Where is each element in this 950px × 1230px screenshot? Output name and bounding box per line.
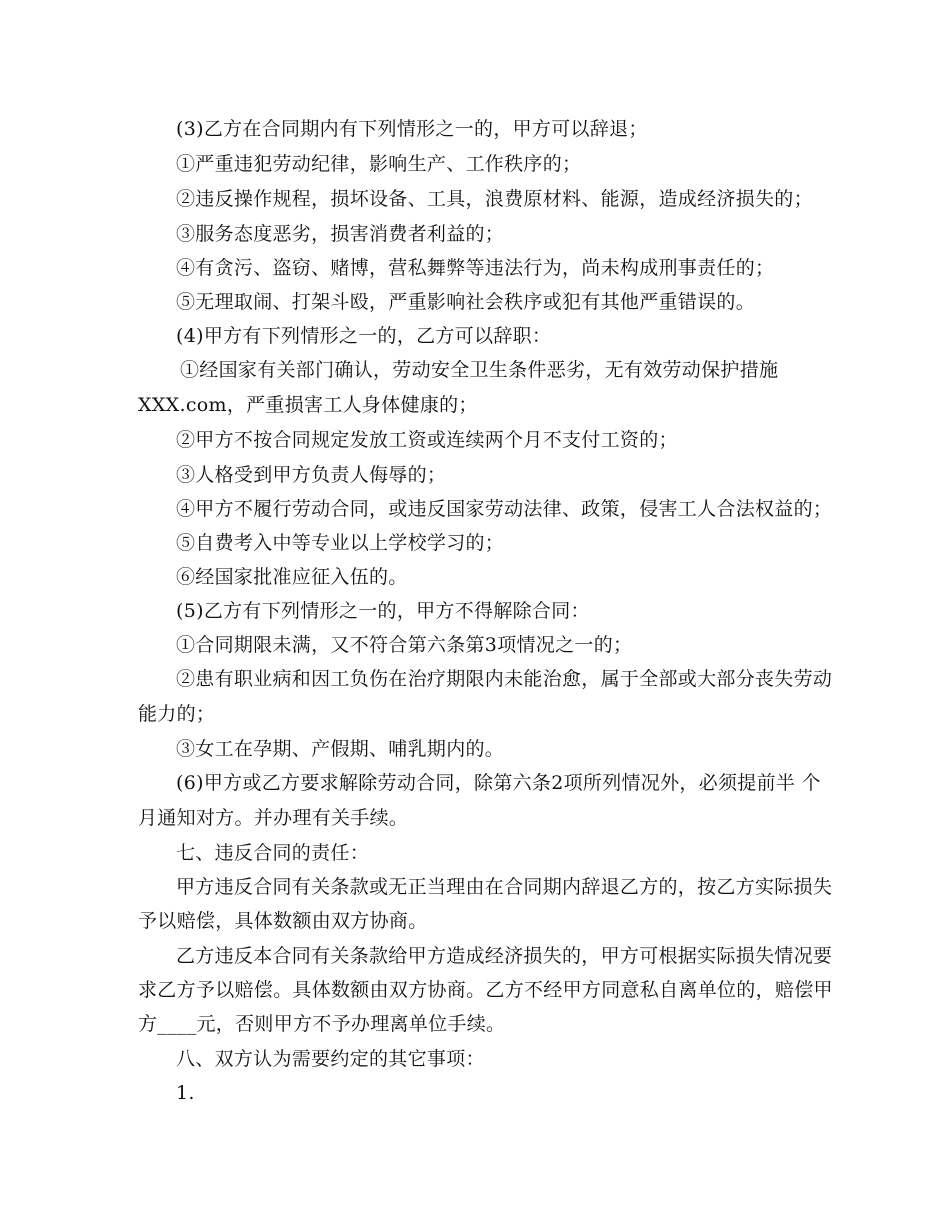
clause-5-heading: (5)乙方有下列情形之一的，甲方不得解除合同： [176, 600, 590, 622]
section-7-para-2-line-2: 求乙方予以赔偿。具体数额由双方协商。乙方不经甲方同意私自离单位的，赔偿甲 [138, 979, 833, 1001]
section-8-item-1: 1. [176, 1082, 195, 1104]
section-7-para-1-line-1: 甲方违反合同有关条款或无正当理由在合同期内辞退乙方的，按乙方实际损失 [176, 876, 833, 898]
clause-6-line-1: (6)甲方或乙方要求解除劳动合同，除第六条2项所列情况外，必须提前半 个 [176, 772, 821, 794]
clause-4-item-6: ⑥经国家批准应征入伍的。 [176, 566, 408, 588]
section-8-heading: 八、双方认为需要约定的其它事项： [176, 1048, 485, 1070]
section-7-para-2-line-1: 乙方违反本合同有关条款给甲方造成经济损失的，甲方可根据实际损失情况要 [176, 945, 833, 967]
clause-3-item-5: ⑤无理取闹、打架斗殴，严重影响社会秩序或犯有其他严重错误的。 [176, 291, 756, 313]
clause-4-heading: (4)甲方有下列情形之一的，乙方可以辞职： [176, 325, 552, 347]
clause-6-line-2: 月通知对方。并办理有关手续。 [138, 807, 409, 829]
clause-4-item-1-line-2: XXX.com，严重损害工人身体健康的； [138, 394, 478, 416]
clause-3-item-1: ①严重违犯劳动纪律，影响生产、工作秩序的； [176, 153, 582, 175]
clause-4-item-2: ②甲方不按合同规定发放工资或连续两个月不支付工资的； [176, 429, 678, 451]
clause-4-item-1-line-1: ①经国家有关部门确认，劳动安全卫生条件恶劣，无有效劳动保护措施 [180, 359, 779, 381]
section-7-para-1-line-2: 予以赔偿，具体数额由双方协商。 [138, 910, 428, 932]
clause-3-item-2: ②违反操作规程，损坏设备、工具，浪费原材料、能源，造成经济损失的； [176, 188, 813, 210]
clause-4-item-4: ④甲方不履行劳动合同，或违反国家劳动法律、政策，侵害工人合法权益的； [176, 498, 833, 520]
clause-4-item-3: ③人格受到甲方负责人侮辱的； [176, 464, 447, 486]
section-7-para-2-line-3: 方____元，否则甲方不予办理离单位手续。 [138, 1013, 506, 1035]
clause-3-heading: (3)乙方在合同期内有下列情形之一的，甲方可以辞退； [176, 118, 648, 140]
clause-4-item-5: ⑤自费考入中等专业以上学校学习的； [176, 532, 505, 554]
clause-5-item-1: ①合同期限未满，又不符合第六条第3项情况之一的； [176, 634, 633, 656]
section-7-heading: 七、违反合同的责任： [176, 842, 370, 864]
clause-5-item-2-line-2: 能力的； [138, 703, 216, 725]
clause-3-item-4: ④有贪污、盗窃、赌博，营私舞弊等违法行为，尚未构成刑事责任的； [176, 257, 775, 279]
clause-5-item-2-line-1: ②患有职业病和因工负伤在治疗期限内未能治愈，属于全部或大部分丧失劳动 [176, 668, 833, 690]
clause-3-item-3: ③服务态度恶劣，损害消费者利益的； [176, 223, 505, 245]
clause-5-item-3: ③女工在孕期、产假期、哺乳期内的。 [176, 738, 505, 760]
